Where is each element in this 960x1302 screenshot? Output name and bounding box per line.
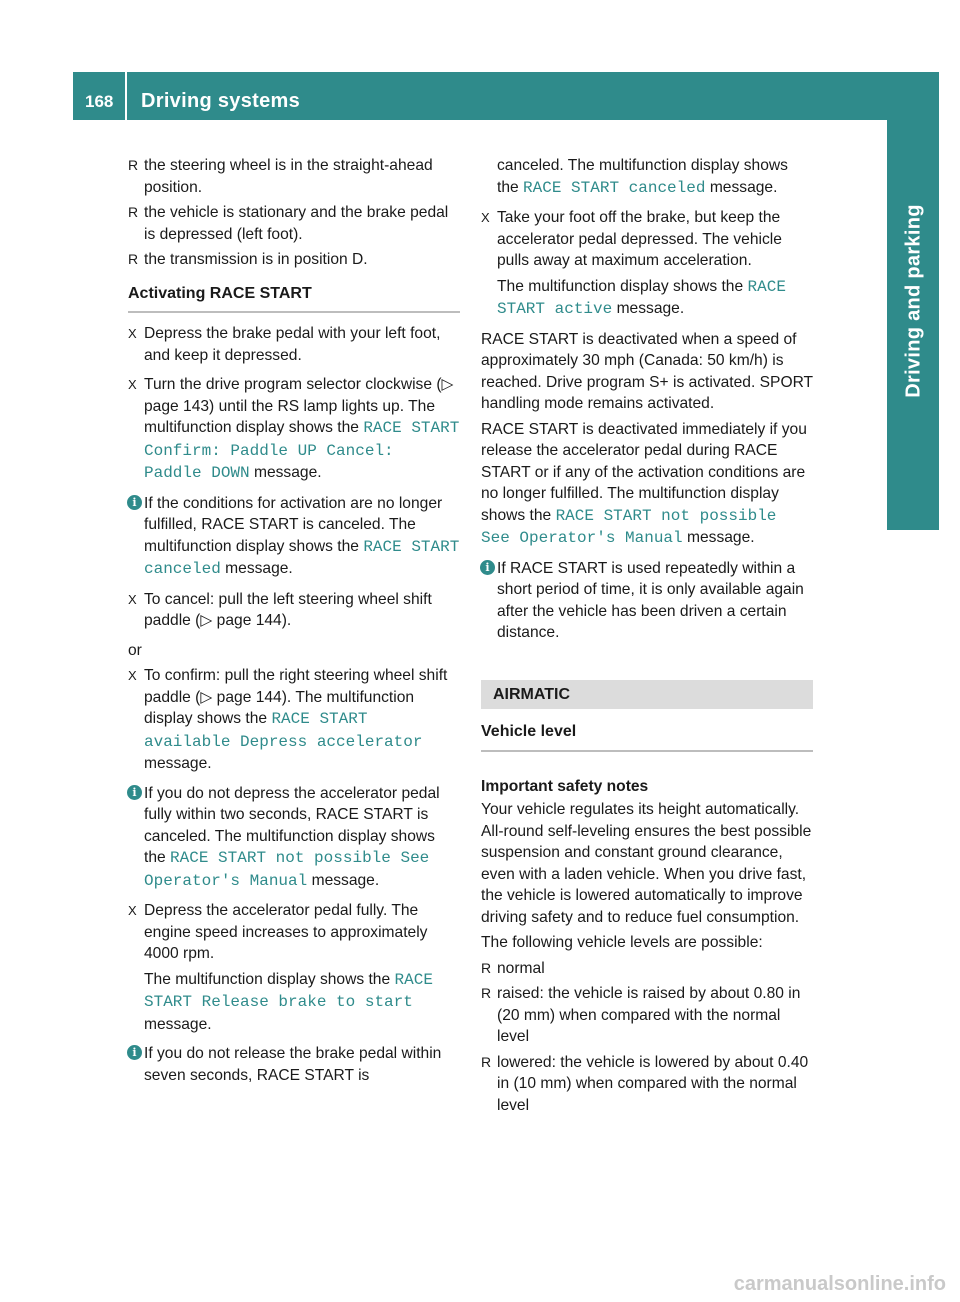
bullet-icon: R: [481, 1053, 492, 1070]
info-icon: i: [127, 785, 142, 800]
info-note-continued: canceled. The multifunction display shows the RACE START canceled message.: [497, 157, 788, 197]
instruction-step: X Take your foot off the brake, but keep the accelerator pedal depressed. The vehicle pulls away at maximum acceleration. The multifunction display shows the RACE START active message.: [481, 209, 786, 318]
paragraph: The following vehicle levels are possible:: [481, 934, 763, 951]
info-icon: i: [127, 495, 142, 510]
step-icon: X: [128, 591, 137, 607]
side-tab: [887, 72, 939, 530]
side-tab-label: Driving and parking: [902, 204, 925, 398]
display-message: RACE START Release brake to start: [144, 970, 433, 1011]
step-icon: X: [128, 668, 137, 683]
list-item: R raised: the vehicle is raised by about 0.80 in (20 mm) when compared with the normal level: [481, 985, 801, 1045]
or-text: or: [128, 641, 142, 659]
page-header: [73, 72, 887, 120]
bullet-icon: R: [481, 959, 492, 976]
section-heading: Activating RACE START: [128, 283, 460, 314]
bullet-icon: R: [481, 985, 492, 1001]
page-number: 168: [85, 92, 114, 111]
instruction-step: X To cancel: pull the left steering wheel shift paddle (▷ page 144).: [128, 590, 432, 629]
display-message: RACE START not possible See Operator's Manual: [144, 849, 430, 890]
display-message: RACE START canceled: [144, 537, 460, 578]
info-note: i If you do not release the brake pedal within seven seconds, RACE START is: [128, 1043, 460, 1086]
section-banner: AIRMATIC: [481, 680, 813, 710]
paragraph: RACE START is deactivated when a speed of approximately 30 mph (Canada: 50 km/h) is reached. Drive program S+ is activated. SPORT handling mode remains activated.: [481, 330, 813, 412]
display-message: RACE START available Depress accelerator: [144, 710, 423, 751]
display-message: RACE START canceled: [523, 178, 706, 197]
list-item: R the transmission is in position D.: [128, 249, 460, 271]
step-icon: X: [481, 210, 490, 225]
instruction-step: X Turn the drive program selector clockwise (▷ page 143) until the RS lamp lights up. The multifunction display shows the RACE START Confirm: Paddle UP Cancel: Paddle DOWN message.: [128, 376, 460, 482]
right-column: [481, 155, 813, 1120]
bullet-icon: R: [128, 157, 139, 173]
info-note: i If the conditions for activation are no longer fulfilled, RACE START is canceled. The multifunction display shows the RACE START canceled message.: [128, 493, 460, 581]
list-item: R lowered: the vehicle is lowered by about 0.40 in (10 mm) when compared with the normal level: [481, 1053, 809, 1114]
paragraph: RACE START is deactivated immediately if you release the accelerator pedal during RACE START or if any of the activation conditions are no longer fulfilled. The multifunction display shows the RACE START not possible See Operator's Manual message.: [481, 420, 807, 547]
display-message: RACE START not possible See Operator's Manual: [481, 506, 777, 547]
watermark: carmanualsonline.info: [733, 1273, 946, 1295]
step-icon: X: [128, 377, 137, 392]
section-heading: Vehicle level: [481, 721, 813, 752]
paragraph: Your vehicle regulates its height automatically. All-round self-leveling ensures the best possible suspension and constant ground clearance, even with a laden vehicle. When you drive fast, the vehicle is lowered automatically to improve driving safety and to reduce fuel consumption.: [481, 801, 812, 926]
list-item: R normal: [481, 958, 813, 980]
info-note: i If you do not depress the accelerator pedal fully within two seconds, RACE START is canceled. The multifunction display shows the RACE START not possible See Operator's Manual message.: [128, 783, 460, 893]
display-message: RACE START active: [497, 277, 786, 318]
chapter-title: Driving systems: [141, 90, 301, 112]
list-item: R the vehicle is stationary and the brake pedal is depressed (left foot).: [128, 204, 449, 243]
bullet-icon: R: [128, 251, 139, 267]
left-column: [128, 155, 460, 1094]
info-icon: i: [127, 1045, 142, 1060]
bullet-icon: R: [128, 204, 139, 220]
subsection-heading: Important safety notes: [481, 777, 649, 795]
instruction-step: X Depress the brake pedal with your left foot, and keep it depressed.: [128, 325, 441, 364]
display-message: RACE START Confirm: Paddle UP Cancel: Paddle DOWN: [144, 419, 460, 482]
instruction-step: X To confirm: pull the right steering wheel shift paddle (▷ page 144). The multifunction display shows the RACE START available Depress accelerator message.: [128, 667, 448, 772]
info-icon: i: [480, 560, 495, 575]
info-note: i If RACE START is used repeatedly within a short period of time, it is only available again after the vehicle has been driven a certain distance.: [481, 558, 813, 644]
instruction-step: X Depress the accelerator pedal fully. The engine speed increases to approximately 4000 rpm. The multifunction display shows the RACE START Release brake to start message.: [128, 902, 433, 1033]
step-icon: X: [128, 903, 137, 918]
header-divider: [125, 72, 127, 120]
step-icon: X: [128, 326, 137, 341]
list-item: R the steering wheel is in the straight-ahead position.: [128, 157, 433, 196]
